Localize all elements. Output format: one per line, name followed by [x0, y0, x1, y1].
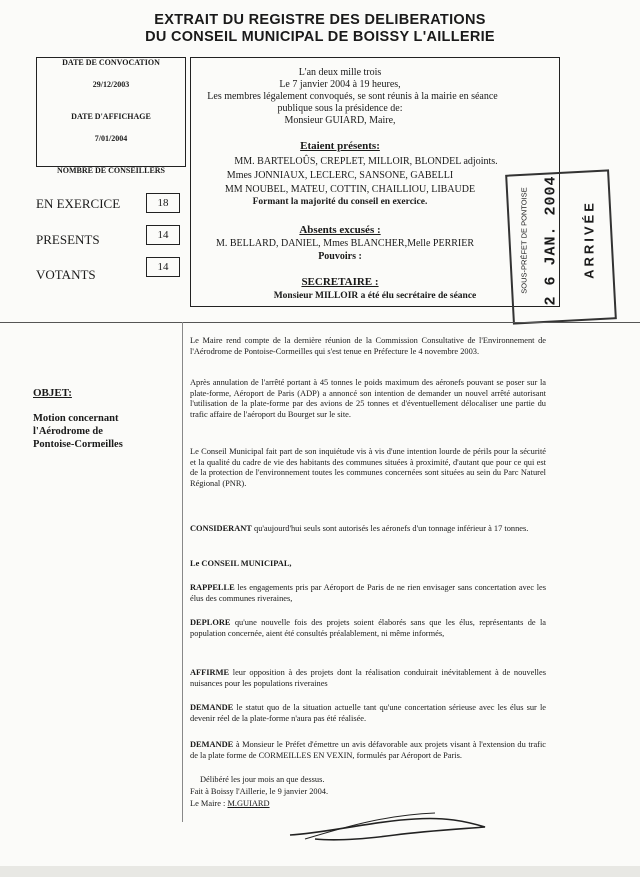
margin-rule	[182, 322, 183, 822]
presents-line-3: MM NOUBEL, MATEU, COTTIN, CHAILLIOU, LIBAUDE	[224, 184, 476, 195]
presents-label: PRESENTS	[36, 232, 100, 247]
keyword-rappelle: RAPPELLE	[190, 583, 235, 592]
intro-line-4: publique sous la présidence de:	[277, 103, 403, 114]
intro-line-5: Monsieur GUIARD, Maire,	[284, 115, 396, 126]
objet-text	[33, 412, 123, 451]
signature-label: Le Maire :	[190, 799, 226, 808]
conseillers-label: NOMBRE DE CONSEILLERS	[56, 166, 166, 175]
closing-delibere: Délibéré les jour mois an que dessus.	[200, 775, 325, 784]
signature-name: M.GUIARD	[227, 799, 270, 808]
handwritten-signature	[285, 805, 495, 850]
document-title-line1: EXTRAIT DU REGISTRE DES DELIBERATIONS	[154, 12, 486, 28]
document-title-line2: DU CONSEIL MUNICIPAL DE BOISSY L'AILLERIE	[145, 29, 495, 45]
votants-count: 14	[146, 257, 180, 277]
presents-count: 14	[146, 225, 180, 245]
paragraph-rappelle: RAPPELLE les engagements pris par Aéroport de Paris de ne rien envisager sans concertation avec les élus des communes riveraines,	[190, 583, 546, 603]
keyword-demande: DEMANDE	[190, 703, 234, 712]
intro-line-2: Le 7 janvier 2004 à 19 heures,	[279, 79, 401, 90]
objet-text-line-1: Motion concernant	[33, 413, 119, 424]
paragraph-considerant: CONSIDERANT qu'aujourd'hui seuls sont autorisés les aéronefs d'un tonnage inférieur à 17 tonnes.	[190, 524, 529, 533]
exercice-label: EN EXERCICE	[36, 196, 121, 211]
conseil-municipal-heading: Le CONSEIL MUNICIPAL,	[190, 559, 292, 568]
intro-line-1: L'an deux mille trois	[298, 67, 382, 78]
secretaire-heading: SECRETAIRE :	[301, 276, 379, 288]
convocation-label: DATE DE CONVOCATION	[62, 58, 160, 67]
affichage-date: 7/01/2004	[94, 134, 128, 143]
paragraph-commission: Le Maire rend compte de la dernière réunion de la Commission Consultative de l'Environnement de l'Aérodrome de Pontoise-Cormeilles qui s'est tenue en Préfecture le 4 novembre 2003.	[190, 336, 546, 356]
arrival-stamp	[509, 172, 613, 322]
absents-line-1: M. BELLARD, DANIEL, Mmes BLANCHER,Melle PERRIER	[215, 238, 475, 249]
affichage-label: DATE D'AFFICHAGE	[71, 112, 151, 121]
presents-line-1: MM. BARTELOÛS, CREPLET, MILLOIR, BLONDEL adjoints.	[234, 156, 498, 167]
paragraph-annulation: Après annulation de l'arrêté portant à 45 tonnes le poids maximum des aéronefs pouvant se poser sur la plate-forme, Aéroport de Paris (ADP) a annoncé son intention de demander un nouvel arrêté autorisant l'utilisation de la plate-forme par des avions de 25 tonnes et d'éventuellement délocaliser une partie du trafic affaire de l'aéroport du Bourget sur le site.	[190, 378, 546, 419]
paragraph-demande-prefet: DEMANDE à Monsieur le Préfet d'émettre un avis défavorable aux projets visant à l'extension du trafic de la plate forme de CORMEILLES EN VEXIN, formulés par Aéroport de Paris.	[190, 740, 546, 760]
stamp-date: 2 6 JAN. 2004	[542, 175, 560, 306]
page-bottom-edge	[0, 866, 640, 877]
dates-box	[36, 57, 186, 167]
absents-heading: Absents excusés :	[299, 224, 381, 236]
majorite-text: Formant la majorité du conseil en exercice.	[252, 197, 428, 207]
objet-heading: OBJET:	[33, 387, 72, 399]
paragraph-demande-statut: DEMANDE le statut quo de la situation actuelle tant qu'une concertation sérieuse avec les élus sur le devenir réel de la plate-forme n'aura pas été réalisée.	[190, 703, 546, 723]
closing-fait-a: Fait à Boissy l'Aillerie, le 9 janvier 2004.	[190, 787, 329, 796]
paragraph-deplore: DEPLORE qu'une nouvelle fois des projets soient élaborés sans que les élus, représentants de la population concernée, aient été consultés préalablement, ni même informés,	[190, 618, 546, 638]
pouvoirs-label: Pouvoirs :	[318, 251, 362, 262]
paragraph-affirme: AFFIRME leur opposition à des projets dont la réalisation conduirait inévitablement à de nouvelles nuisances pour les populations riveraines	[190, 668, 546, 688]
paragraph-inquietude: Le Conseil Municipal fait part de son inquiétude vis à vis d'une intention lourde de périls pour la sécurité et la qualité du cadre de vie des habitants des communes situées à proximité, d'autant que pour ce qui est de la protection de l'environnement toutes les communes concernées sont situées au sein du Parc Naturel Régional (PNR).	[190, 447, 546, 488]
keyword-deplore: DEPLORE	[190, 618, 231, 627]
section-divider	[0, 322, 640, 323]
keyword-considerant: CONSIDERANT	[190, 524, 252, 533]
votants-label: VOTANTS	[36, 267, 96, 282]
stamp-arrive: ARRIVÉE	[581, 200, 597, 279]
presents-line-2: Mmes JONNIAUX, LECLERC, SANSONE, GABELLI	[226, 170, 454, 181]
presents-heading: Etaient présents:	[300, 140, 380, 152]
exercice-count: 18	[146, 193, 180, 213]
keyword-affirme: AFFIRME	[190, 668, 230, 677]
convocation-date: 29/12/2003	[92, 80, 130, 89]
stamp-issuer: SOUS-PRÉFET DE PONTOISE	[519, 187, 529, 294]
objet-text-line-3: Pontoise-Cormeilles	[33, 439, 123, 450]
keyword-demande-2: DEMANDE	[190, 740, 234, 749]
intro-line-3: Les membres légalement convoqués, se sont réunis à la mairie en séance	[207, 91, 498, 102]
secretaire-text: Monsieur MILLOIR a été élu secrétaire de séance	[273, 291, 477, 301]
objet-text-line-2: l'Aérodrome de	[33, 426, 103, 437]
